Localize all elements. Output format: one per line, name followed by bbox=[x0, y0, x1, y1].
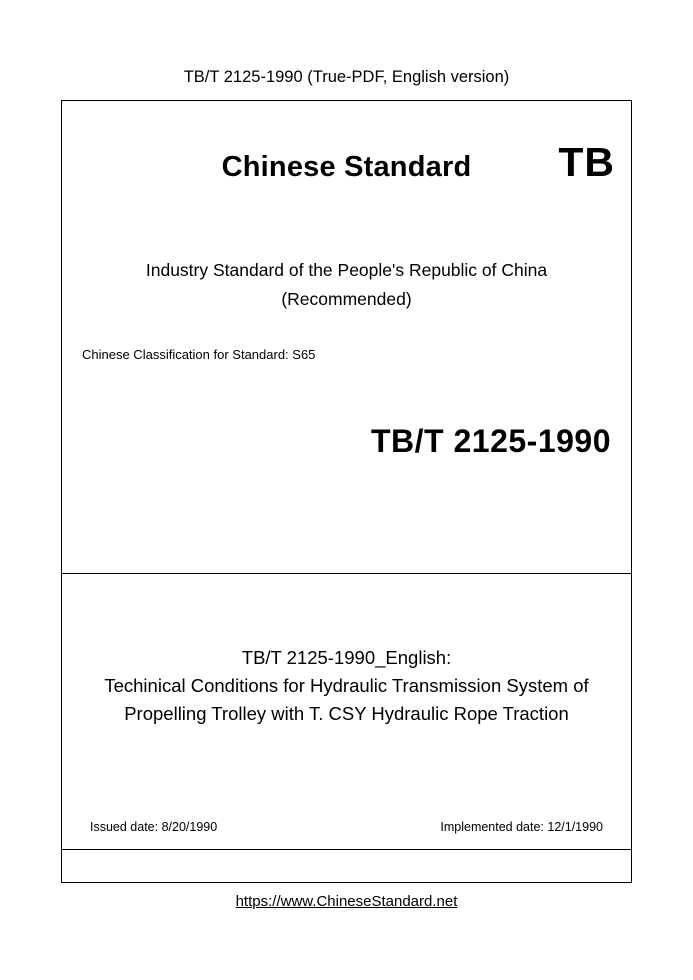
standard-title: Chinese Standard bbox=[221, 151, 472, 183]
cover-upper-section bbox=[62, 101, 631, 574]
english-title-line-3: Propelling Trolley with T. CSY Hydraulic Rope Traction bbox=[124, 703, 569, 724]
issued-date: Issued date: 8/20/1990 bbox=[90, 820, 218, 834]
industry-standard-line-2: (Recommended) bbox=[281, 289, 412, 309]
implemented-date: Implemented date: 12/1/1990 bbox=[440, 820, 603, 834]
dates-row bbox=[62, 820, 631, 834]
tb-logo: TB bbox=[558, 139, 615, 185]
english-title-line-1: TB/T 2125-1990_English: bbox=[241, 647, 452, 668]
document-header-title: TB/T 2125-1990 (True-PDF, English version) bbox=[183, 68, 510, 86]
industry-standard-line-1: Industry Standard of the People's Republic of China bbox=[145, 260, 548, 280]
cover-lower-section bbox=[62, 574, 631, 849]
english-title bbox=[62, 644, 631, 728]
standard-title-row bbox=[62, 139, 631, 209]
classification-code: Chinese Classification for Standard: S65 bbox=[82, 347, 316, 362]
industry-standard-line bbox=[62, 256, 631, 314]
cover-frame bbox=[61, 100, 632, 883]
standard-number: TB/T 2125-1990 bbox=[370, 423, 611, 459]
cover-bottom-bar bbox=[62, 849, 631, 884]
english-title-line-2: Techinical Conditions for Hydraulic Transmission System of bbox=[104, 675, 589, 696]
website-link[interactable]: https://www.ChineseStandard.net bbox=[235, 893, 458, 910]
